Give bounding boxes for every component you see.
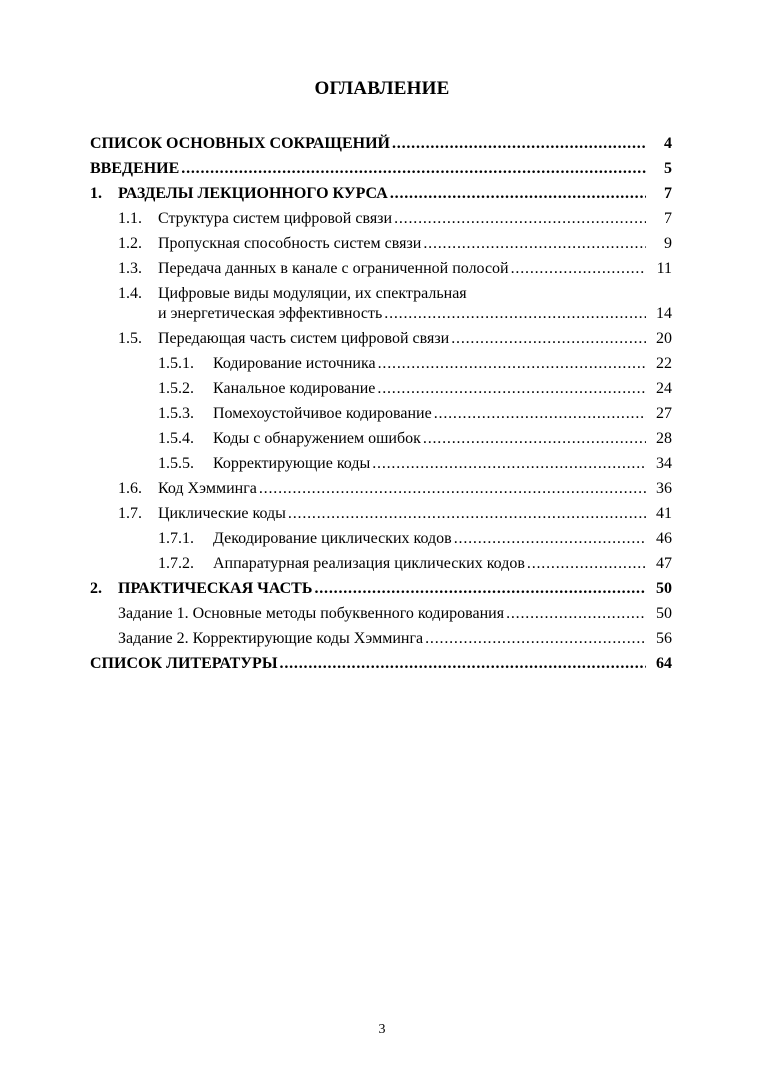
toc-entry-1-4-continued[interactable] bbox=[90, 303, 672, 323]
toc-page-number: 5 bbox=[664, 160, 672, 177]
toc-entry-text: СПИСОК ЛИТЕРАТУРЫ bbox=[90, 655, 278, 672]
toc-entry-text: Декодирование циклических кодов bbox=[213, 530, 452, 547]
toc-page-number: 7 bbox=[664, 210, 672, 227]
toc-entry-text: Передающая часть систем цифровой связи bbox=[158, 330, 450, 347]
toc-page-number: 11 bbox=[656, 260, 672, 277]
toc-leader-dots bbox=[392, 135, 646, 153]
toc-entry-1-3[interactable] bbox=[90, 253, 672, 278]
toc-entry-number: 1.5.4. bbox=[158, 430, 194, 447]
toc-entry-1-5-3[interactable] bbox=[90, 398, 672, 423]
toc-entry-introduction[interactable] bbox=[90, 153, 672, 178]
toc-leader-dots bbox=[451, 330, 646, 348]
toc-entry-number: 1.4. bbox=[118, 285, 142, 302]
toc-entry-text: ПРАКТИЧЕСКАЯ ЧАСТЬ bbox=[118, 580, 313, 597]
toc-entry-text: Коды с обнаружением ошибок bbox=[213, 430, 421, 447]
toc-leader-dots bbox=[372, 455, 646, 473]
toc-entry-number: 1.5.1. bbox=[158, 355, 194, 372]
toc-entry-text: СПИСОК ОСНОВНЫХ СОКРАЩЕНИЙ bbox=[90, 135, 390, 152]
toc-entry-text: РАЗДЕЛЫ ЛЕКЦИОННОГО КУРСА bbox=[118, 185, 388, 202]
toc-entry-number: 1.5.2. bbox=[158, 380, 194, 397]
toc-page-number: 24 bbox=[656, 380, 672, 397]
toc-page-number: 14 bbox=[656, 305, 672, 322]
toc-entry-section-2[interactable] bbox=[90, 573, 672, 598]
toc-page-number: 9 bbox=[664, 235, 672, 252]
toc-leader-dots bbox=[377, 380, 646, 398]
toc-leader-dots bbox=[527, 555, 646, 573]
toc-entry-number: 1.1. bbox=[118, 210, 142, 227]
toc-entry-text: Передача данных в канале с ограниченной полосой bbox=[158, 260, 509, 277]
toc-entry-text: Структура систем цифровой связи bbox=[158, 210, 393, 227]
toc-entry-number: 1. bbox=[90, 185, 102, 202]
toc-leader-dots bbox=[423, 430, 646, 448]
toc-page-number: 64 bbox=[656, 655, 672, 672]
toc-page-number: 4 bbox=[664, 135, 672, 152]
toc-page-number: 22 bbox=[656, 355, 672, 372]
toc-entry-text: Аппаратурная реализация циклических кодов bbox=[213, 555, 525, 572]
toc-entry-number: 1.7. bbox=[118, 505, 142, 522]
toc-entry-1-6[interactable] bbox=[90, 473, 672, 498]
toc-entry-1-7-1[interactable] bbox=[90, 523, 672, 548]
toc-leader-dots bbox=[434, 405, 646, 423]
toc-leader-dots bbox=[280, 655, 646, 673]
toc-entry-number: 1.5. bbox=[118, 330, 142, 347]
toc-leader-dots bbox=[378, 355, 646, 373]
page-title: ОГЛАВЛЕНИЕ bbox=[314, 78, 450, 99]
toc-leader-dots bbox=[423, 235, 646, 253]
toc-entry-number: 1.5.5. bbox=[158, 455, 194, 472]
toc-page-number: 7 bbox=[664, 185, 672, 202]
toc-entry-number: 1.5.3. bbox=[158, 405, 194, 422]
toc-leader-dots bbox=[259, 480, 646, 498]
toc-entry-text: Пропускная способность систем связи bbox=[158, 235, 422, 252]
toc-leader-dots bbox=[454, 530, 646, 548]
toc-entry-text: Код Хэмминга bbox=[158, 480, 257, 497]
toc-page-number: 28 bbox=[656, 430, 672, 447]
toc-entry-task-1[interactable] bbox=[90, 598, 672, 623]
toc-entry-text: и энергетическая эффективность bbox=[158, 305, 383, 322]
toc-entry-abbreviations[interactable] bbox=[90, 128, 672, 153]
toc-entry-number: 1.7.2. bbox=[158, 555, 194, 572]
toc-leader-dots bbox=[511, 260, 646, 278]
toc-leader-dots bbox=[384, 305, 646, 323]
toc-page-number: 27 bbox=[656, 405, 672, 422]
toc-entry-text: Циклические коды bbox=[158, 505, 286, 522]
toc-entry-text: Кодирование источника bbox=[213, 355, 376, 372]
toc-leader-dots bbox=[288, 505, 646, 523]
toc-entry-1-5-1[interactable] bbox=[90, 348, 672, 373]
toc-leader-dots bbox=[394, 210, 646, 228]
toc-page-number: 41 bbox=[656, 505, 672, 522]
toc-entry-text: Помехоустойчивое кодирование bbox=[213, 405, 432, 422]
toc-page-number: 56 bbox=[656, 630, 672, 647]
toc-entry-1-5-4[interactable] bbox=[90, 423, 672, 448]
toc-leader-dots bbox=[390, 185, 646, 203]
toc-leader-dots bbox=[181, 160, 646, 178]
table-of-contents bbox=[90, 128, 672, 673]
toc-entry-section-1[interactable] bbox=[90, 178, 672, 203]
toc-entry-text: Корректирующие коды bbox=[213, 455, 371, 472]
toc-page-number: 50 bbox=[656, 580, 672, 597]
toc-entry-text: Канальное кодирование bbox=[213, 380, 376, 397]
toc-page-number: 50 bbox=[656, 605, 672, 622]
toc-entry-1-5-5[interactable] bbox=[90, 448, 672, 473]
toc-page-number: 46 bbox=[656, 530, 672, 547]
toc-entry-number: 2. bbox=[90, 580, 102, 597]
toc-leader-dots bbox=[506, 605, 646, 623]
toc-page-number: 36 bbox=[656, 480, 672, 497]
toc-entry-1-5-2[interactable] bbox=[90, 373, 672, 398]
toc-entry-text: ВВЕДЕНИЕ bbox=[90, 160, 180, 177]
toc-leader-dots bbox=[314, 580, 646, 598]
toc-entry-number: 1.3. bbox=[118, 260, 142, 277]
toc-entry-number: 1.7.1. bbox=[158, 530, 194, 547]
page-number: 3 bbox=[378, 1022, 386, 1037]
toc-entry-1-7[interactable] bbox=[90, 498, 672, 523]
toc-entry-task-2[interactable] bbox=[90, 623, 672, 648]
toc-entry-text: Задание 1. Основные методы побуквенного кодирования bbox=[118, 605, 505, 622]
toc-entry-1-5[interactable] bbox=[90, 323, 672, 348]
toc-page-number: 34 bbox=[656, 455, 672, 472]
toc-entry-1-2[interactable] bbox=[90, 228, 672, 253]
toc-entry-1-7-2[interactable] bbox=[90, 548, 672, 573]
toc-entry-number: 1.2. bbox=[118, 235, 142, 252]
toc-entry-number: 1.6. bbox=[118, 480, 142, 497]
toc-entry-references[interactable] bbox=[90, 648, 672, 673]
toc-entry-1-4[interactable] bbox=[90, 278, 672, 303]
toc-page-number: 47 bbox=[656, 555, 672, 572]
toc-page-number: 20 bbox=[656, 330, 672, 347]
toc-entry-1-1[interactable] bbox=[90, 203, 672, 228]
toc-entry-text: Задание 2. Корректирующие коды Хэмминга bbox=[118, 630, 424, 647]
toc-entry-text: Цифровые виды модуляции, их спектральная bbox=[158, 285, 467, 302]
toc-leader-dots bbox=[425, 630, 646, 648]
